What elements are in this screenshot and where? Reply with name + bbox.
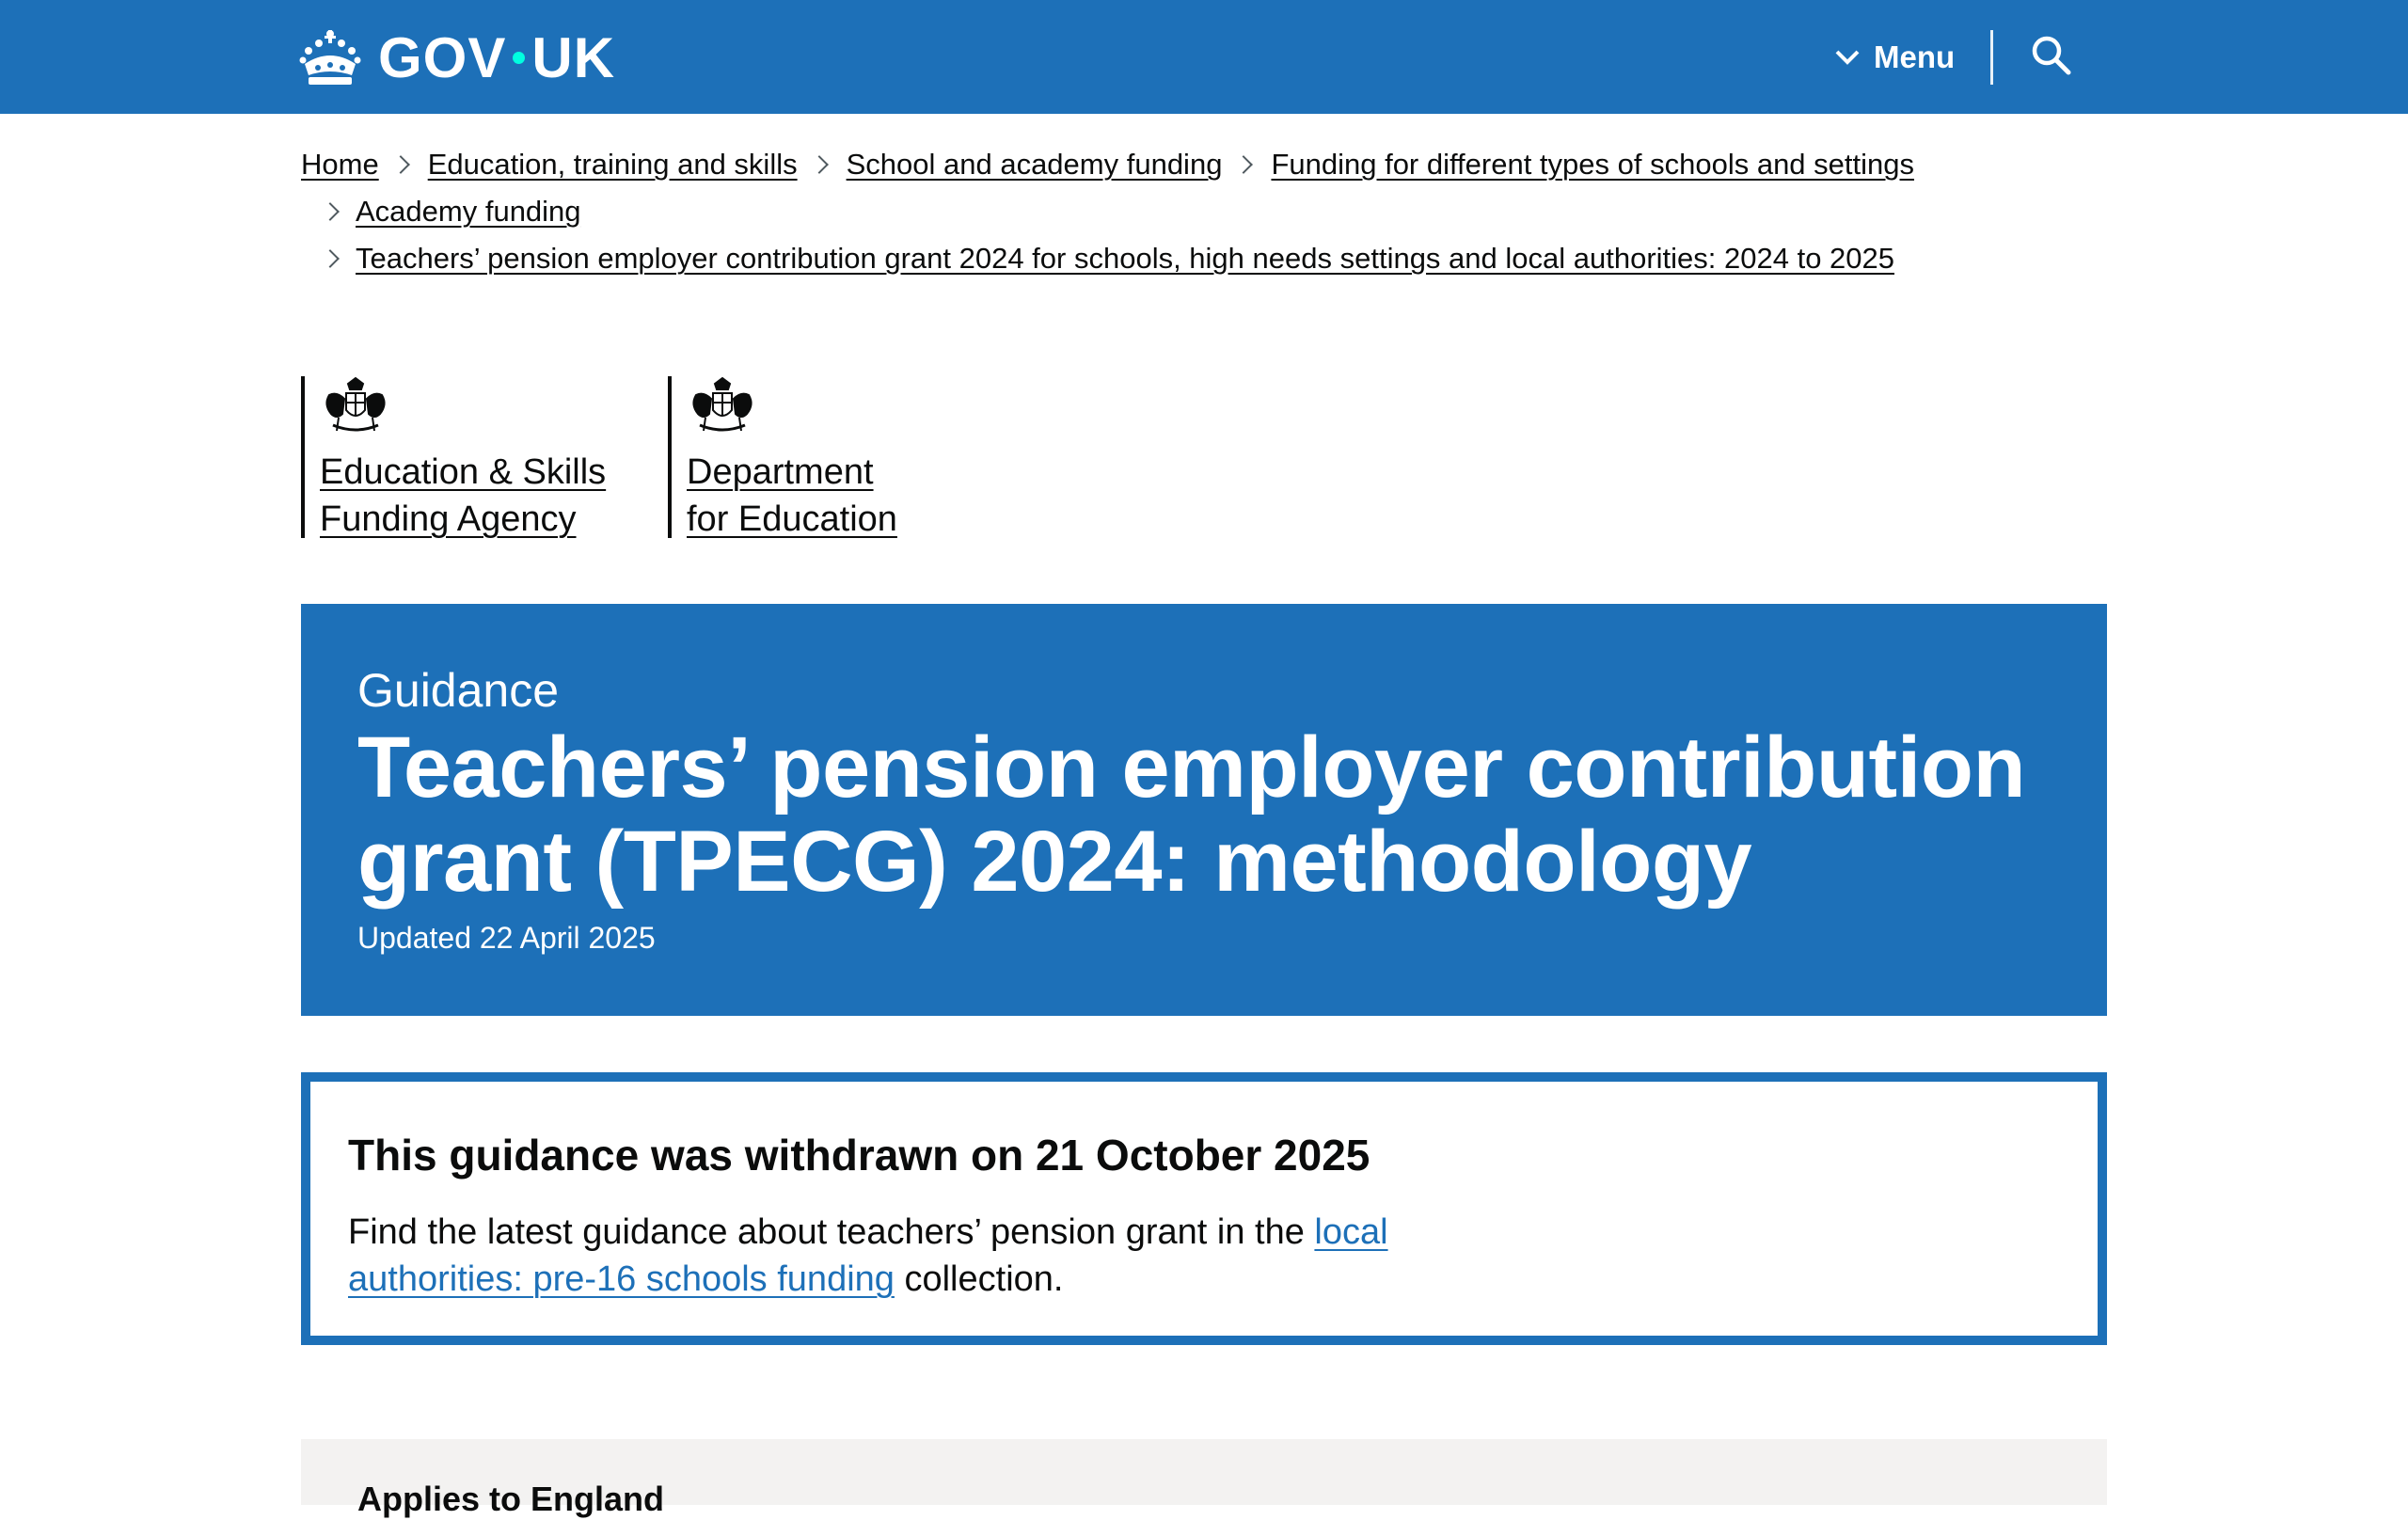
chevron-right-icon	[1235, 155, 1254, 174]
menu-button[interactable]	[1834, 34, 1955, 81]
search-button[interactable]	[2030, 34, 2073, 77]
withdrawn-notice-body	[348, 1209, 1402, 1303]
title-banner	[301, 604, 2107, 1016]
logo-text-uk: UK	[531, 25, 616, 89]
breadcrumb-row-1	[301, 141, 2107, 188]
page-title-line1: Teachers’ pension employer contribution	[357, 720, 2026, 815]
organisation-dfe-link[interactable]	[687, 449, 1035, 543]
breadcrumb	[301, 141, 2107, 282]
breadcrumb-academy-funding[interactable]: Academy funding	[356, 195, 581, 228]
govuk-logo-text	[378, 25, 615, 90]
logo-text-gov: GOV	[378, 25, 507, 89]
royal-coat-of-arms-icon	[320, 376, 391, 438]
notice-link-line1: local	[1314, 1212, 1388, 1252]
breadcrumb-row-3	[301, 235, 2107, 282]
breadcrumb-row-2	[301, 188, 2107, 235]
page-title	[357, 720, 2069, 909]
organisation-dfe-line2: for Education	[687, 499, 897, 539]
organisation-esfa-link[interactable]	[320, 449, 668, 543]
document-type: Guidance	[357, 664, 560, 717]
organisation-esfa-line1: Education & Skills	[320, 452, 607, 492]
applies-to-text: Applies to England	[357, 1480, 665, 1518]
search-icon	[2030, 34, 2073, 77]
royal-coat-of-arms-icon	[687, 376, 758, 438]
breadcrumb-tpecg-collection[interactable]: Teachers’ pension employer contribution grant 2024 for schools, high needs settings and local authorities: 2024 to 2025	[356, 242, 1895, 275]
logo-dot	[513, 52, 525, 64]
breadcrumb-home[interactable]: Home	[301, 148, 379, 181]
organisation-esfa-line2: Funding Agency	[320, 499, 577, 539]
crown-icon	[299, 28, 361, 87]
site-header	[0, 0, 2408, 114]
header-divider	[1990, 30, 1993, 85]
notice-text-after: collection.	[894, 1259, 1064, 1299]
breadcrumb-funding-types[interactable]: Funding for different types of schools and settings	[1271, 148, 1914, 181]
chevron-down-icon	[1834, 48, 1861, 67]
organisation-dfe-line1: Department	[687, 452, 874, 492]
page-title-line2: grant (TPECG) 2024: methodology	[357, 814, 1752, 910]
withdrawn-notice-title: This guidance was withdrawn on 21 October 2025	[348, 1131, 1370, 1180]
chevron-right-icon	[810, 155, 829, 174]
notice-link-line2: authorities: pre-16 schools funding	[348, 1259, 895, 1299]
menu-label: Menu	[1874, 40, 1956, 74]
chevron-right-icon	[321, 249, 340, 268]
chevron-right-icon	[321, 202, 340, 221]
organisation-logos	[301, 376, 1035, 538]
breadcrumb-school-academy-funding[interactable]: School and academy funding	[846, 148, 1223, 181]
withdrawn-notice	[301, 1072, 2107, 1345]
chevron-right-icon	[391, 155, 410, 174]
notice-text-before: Find the latest guidance about teachers’ pension grant in the	[348, 1212, 1315, 1252]
organisation-esfa	[301, 376, 668, 538]
updated-date: Updated 22 April 2025	[357, 921, 656, 955]
breadcrumb-education-training-skills[interactable]: Education, training and skills	[427, 148, 798, 181]
organisation-dfe	[668, 376, 1035, 538]
govuk-logo-link[interactable]	[299, 23, 615, 92]
applies-to-box	[301, 1439, 2107, 1518]
